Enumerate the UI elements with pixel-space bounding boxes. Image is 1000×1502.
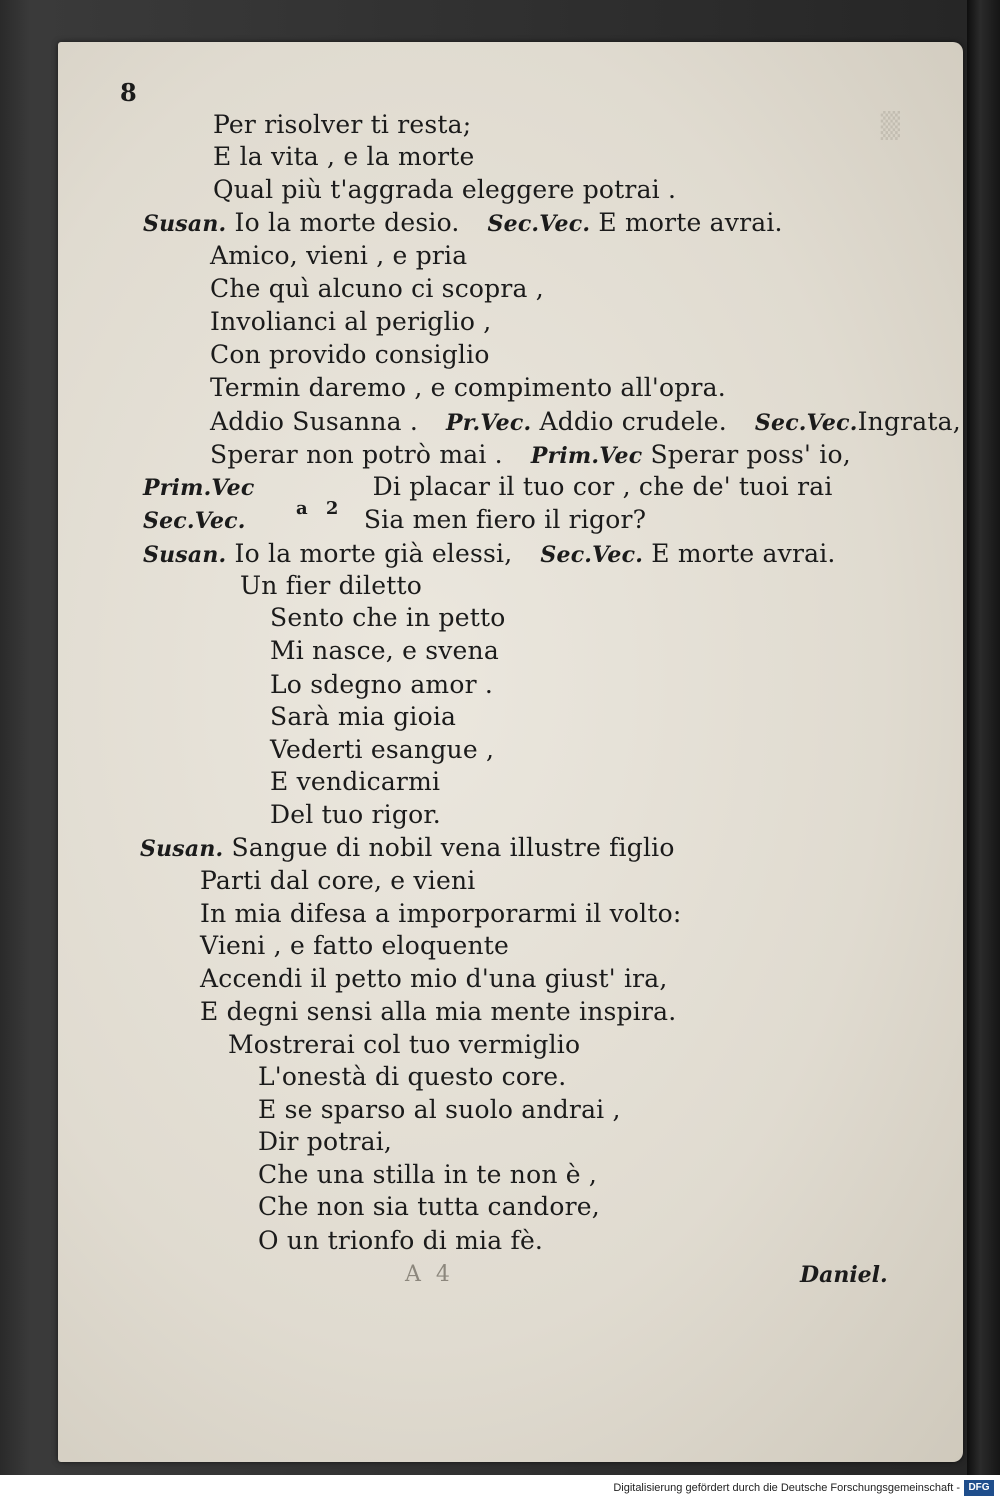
verse-line — [240, 571, 422, 601]
verse-line — [270, 735, 494, 765]
verse-line — [258, 1062, 566, 1092]
verse-line — [270, 702, 456, 732]
line-text: Che non sia tutta candore, — [258, 1192, 600, 1221]
verse-line — [270, 636, 499, 666]
verse-line — [143, 208, 783, 239]
line-text: L'onestà di questo core. — [258, 1062, 567, 1091]
line-text: Mostrerai col tuo vermiglio — [228, 1030, 581, 1059]
verse-line — [140, 833, 675, 864]
book-spine — [967, 0, 1000, 1475]
line-text: Io la morte desio. — [234, 208, 460, 237]
speaker-label: Pr.Vec. — [446, 410, 532, 436]
line-text: Sento che in petto — [270, 603, 506, 632]
speaker-label: Sec.Vec. — [487, 211, 591, 237]
footer-credit: Digitalisierung gefördert durch die Deutsche Forschungsgemeinschaft - — [613, 1482, 960, 1494]
verse-line — [210, 373, 726, 403]
line-text: Amico, vieni , e pria — [210, 241, 468, 270]
verse-line — [143, 472, 833, 503]
verse-line — [258, 1192, 600, 1222]
line-text: Sia men fiero il rigor? — [363, 505, 647, 534]
line-text: In mia difesa a imporporarmi il volto: — [200, 899, 682, 928]
line-text: E degni sensi alla mia mente inspira. — [200, 997, 677, 1026]
speaker-label: Susan. — [143, 542, 227, 568]
verse-line — [258, 1226, 543, 1256]
speaker-label: Sec.Vec. — [540, 542, 644, 568]
verse-line — [210, 440, 851, 471]
verse-line — [270, 767, 440, 797]
catchword: Daniel. — [800, 1262, 888, 1288]
line-text: Sarà mia gioia — [270, 702, 457, 731]
dfg-logo-icon: DFG — [964, 1480, 994, 1496]
line-text: Mi nasce, e svena — [270, 636, 499, 665]
verse-line — [213, 175, 676, 205]
verse-line — [210, 407, 961, 438]
verse-line — [270, 603, 506, 633]
line-text: Che quì alcuno ci scopra , — [210, 274, 544, 303]
verse-line — [143, 505, 646, 536]
line-text: E se sparso al suolo andrai , — [258, 1095, 621, 1124]
speaker-label: Sec.Vec. — [143, 508, 246, 534]
line-text: Lo sdegno amor . — [270, 670, 494, 699]
verse-line — [258, 1095, 621, 1125]
speaker-label: Prim.Vec — [530, 443, 643, 469]
verse-line — [213, 142, 475, 172]
line-text: Sperar poss' io, — [650, 440, 851, 469]
line-text: Io la morte già elessi, — [234, 539, 513, 568]
line-text: Parti dal core, e vieni — [200, 866, 476, 895]
line-text: Ingrata, — [857, 407, 961, 436]
line-text: Termin daremo , e compimento all'opra. — [210, 373, 726, 402]
line-text: Sperar non potrò mai . — [210, 440, 503, 469]
verse-line — [228, 1030, 580, 1060]
speaker-label: Susan. — [143, 211, 227, 237]
verse-line — [270, 800, 441, 830]
verse-line — [200, 931, 509, 961]
verse-line — [258, 1160, 597, 1190]
verse-line — [200, 997, 676, 1027]
line-text: Del tuo rigor. — [270, 800, 441, 829]
signature-mark: A 4 — [405, 1262, 454, 1287]
verse-line — [200, 899, 682, 929]
verse-line — [210, 307, 491, 337]
line-text: Vieni , e fatto eloquente — [200, 931, 510, 960]
line-text: E vendicarmi — [270, 767, 441, 796]
footer-bar — [0, 1475, 1000, 1502]
line-text: Qual più t'aggrada eleggere potrai . — [213, 175, 677, 204]
verse-line — [200, 866, 475, 896]
verse-line — [270, 670, 493, 700]
line-text: Che una stilla in te non è , — [258, 1160, 598, 1189]
line-text: Un fier diletto — [240, 571, 422, 600]
line-text: Per risolver ti resta; — [213, 110, 472, 139]
line-text: E la vita , e la morte — [213, 142, 475, 171]
line-text: E morte avrai. — [598, 208, 783, 237]
line-text: O un trionfo di mia fè. — [258, 1226, 544, 1255]
line-text: E morte avrai. — [651, 539, 836, 568]
line-text: Di placar il tuo cor , che de' tuoi rai — [372, 472, 833, 501]
verse-line — [210, 340, 490, 370]
page-number: 8 — [120, 78, 137, 107]
speaker-label: Prim.Vec — [143, 475, 255, 501]
speaker-label: Susan. — [140, 836, 224, 862]
verse-line — [143, 539, 836, 570]
line-text: Addio Susanna . — [210, 407, 419, 436]
line-text: Involianci al periglio , — [210, 307, 492, 336]
line-text: Addio crudele. — [539, 407, 727, 436]
verse-line — [213, 110, 471, 140]
verse-line — [210, 274, 544, 304]
verse-line — [258, 1127, 392, 1157]
verse-line — [200, 964, 668, 994]
line-text: Sangue di nobil vena illustre figlio — [231, 833, 675, 862]
a2-marker: a 2 — [296, 498, 345, 519]
speaker-label: Sec.Vec. — [754, 410, 858, 436]
line-text: Vederti esangue , — [270, 735, 495, 764]
line-text: Accendi il petto mio d'una giust' ira, — [200, 964, 668, 993]
verse-line — [210, 241, 467, 271]
line-text: Dir potrai, — [258, 1127, 393, 1156]
line-text: Con provido consiglio — [210, 340, 490, 369]
